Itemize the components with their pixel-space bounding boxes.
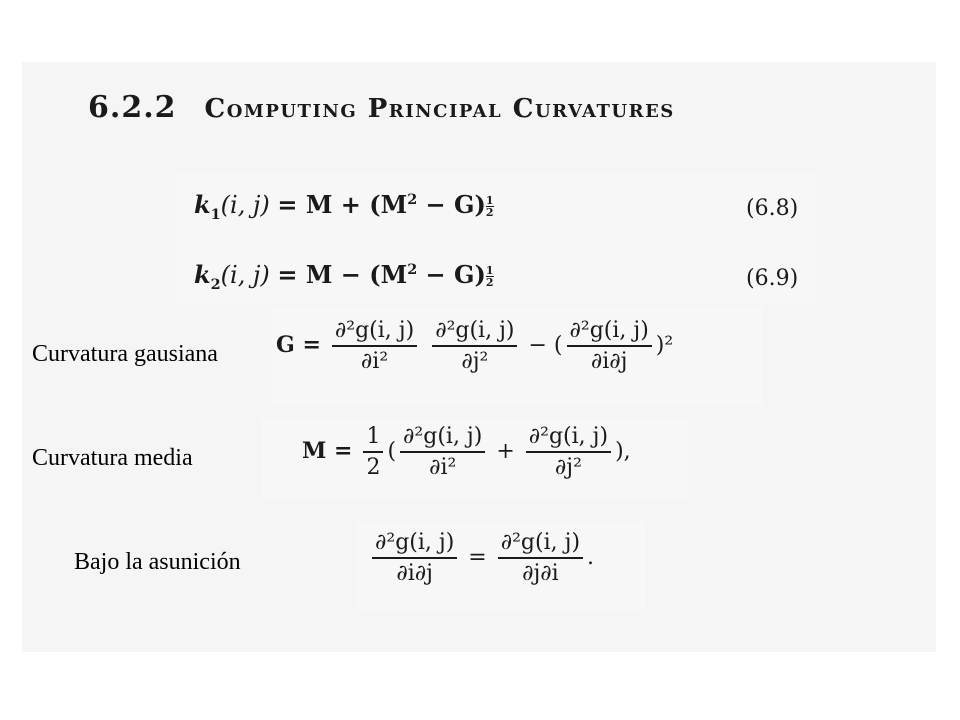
equation-k2: $k_2(i$, $j) = M - (M^2 - G)$ $\frac{1}{2}$ [194,260,494,293]
label-gaussian-curvature: Curvatura gausiana [32,341,218,367]
section-title: Computing Principal Curvatures [204,94,675,124]
equation-number-6-9: (6.9) [746,266,799,291]
equation-k1: $k_1(i$, $j) = M + (M^2 - G)$ $\frac{1}{2}$ [194,190,494,223]
equation-number-6-8: (6.8) [746,196,799,221]
section-heading [88,90,675,125]
section-number: 6.2.2 [88,90,177,125]
equation-assumption: $\frac{\text{∂²g(i, j)}}{\partial i\partial j}$ = $\frac{\text{∂²g(i, j)}}{\partial j\partial i}$ . [368,530,594,586]
equation-mean-curvature: M = $\frac{1}{2}$ ( $\frac{\text{∂²g(i, j)}}{\text{∂i²}}$ + $\frac{\text{∂²g(i, j)}}{\text{∂j²}}$ ), [302,424,631,480]
equation-gaussian-curvature: G = $\frac{\text{∂²g(i, j)}}{\text{∂i²}}$ $\frac{\text{∂²g(i, j)}}{\text{∂j²}}$ − ( $\frac{\text{∂²g(i, j)}}{\partial i\partial j}$ )² [276,318,674,374]
label-mean-curvature: Curvatura media [32,445,193,471]
label-assumption: Bajo la asunición [74,549,241,575]
